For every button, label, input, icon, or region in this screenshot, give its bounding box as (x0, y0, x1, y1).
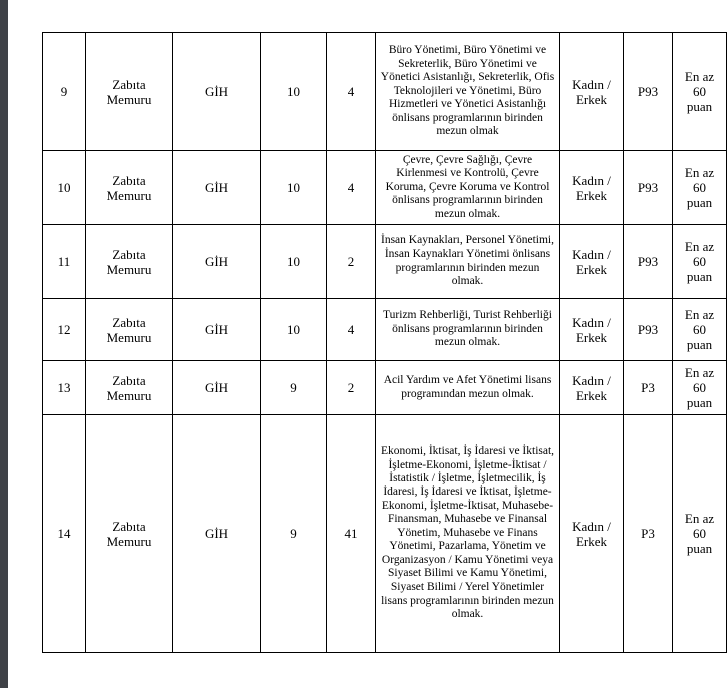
position-degree: 10 (261, 299, 327, 361)
position-title: Zabıta Memuru (86, 299, 173, 361)
minimum-score: En az 60 puan (673, 33, 727, 151)
position-degree: 10 (261, 151, 327, 225)
kpss-score-type: P3 (624, 361, 673, 415)
row-number: 12 (43, 299, 86, 361)
position-count: 2 (327, 361, 376, 415)
kpss-score-type: P93 (624, 225, 673, 299)
position-count: 4 (327, 33, 376, 151)
document-page (8, 0, 715, 688)
education-requirement: Acil Yardım ve Afet Yönetimi lisans programından mezun olmak. (376, 361, 560, 415)
position-title: Zabıta Memuru (86, 361, 173, 415)
position-title: Zabıta Memuru (86, 415, 173, 653)
minimum-score: En az 60 puan (673, 151, 727, 225)
education-requirement: Büro Yönetimi, Büro Yönetimi ve Sekreterlik, Büro Yönetimi ve Yönetici Asistanlığı, Sekreterlik, Ofis Teknolojileri ve Yönetimi, Büro Hizmetleri ve Yönetici Asistanlığı önlisans programlarının birinden mezun olmak (376, 33, 560, 151)
kpss-score-type: P93 (624, 151, 673, 225)
education-requirement: Çevre, Çevre Sağlığı, Çevre Kirlenmesi ve Kontrolü, Çevre Koruma, Çevre Koruma ve Kontrol önlisans programlarının birinden mezun olmak. (376, 151, 560, 225)
kpss-score-type: P3 (624, 415, 673, 653)
table-row (43, 299, 727, 361)
gender: Kadın / Erkek (560, 415, 624, 653)
gender: Kadın / Erkek (560, 225, 624, 299)
minimum-score: En az 60 puan (673, 415, 727, 653)
position-class: GİH (173, 225, 261, 299)
table-row (43, 415, 727, 653)
minimum-score: En az 60 puan (673, 361, 727, 415)
minimum-score: En az 60 puan (673, 225, 727, 299)
row-number: 13 (43, 361, 86, 415)
position-title: Zabıta Memuru (86, 151, 173, 225)
kpss-score-type: P93 (624, 299, 673, 361)
position-title: Zabıta Memuru (86, 225, 173, 299)
position-count: 2 (327, 225, 376, 299)
kpss-score-type: P93 (624, 33, 673, 151)
position-count: 4 (327, 299, 376, 361)
position-class: GİH (173, 415, 261, 653)
row-number: 9 (43, 33, 86, 151)
position-count: 41 (327, 415, 376, 653)
education-requirement: İnsan Kaynakları, Personel Yönetimi, İnsan Kaynakları Yönetimi önlisans programlarının birinden mezun olmak. (376, 225, 560, 299)
education-requirement: Turizm Rehberliği, Turist Rehberliği önlisans programlarının birinden mezun olmak. (376, 299, 560, 361)
position-degree: 10 (261, 225, 327, 299)
position-degree: 9 (261, 415, 327, 653)
position-degree: 9 (261, 361, 327, 415)
position-degree: 10 (261, 33, 327, 151)
minimum-score: En az 60 puan (673, 299, 727, 361)
row-number: 11 (43, 225, 86, 299)
position-class: GİH (173, 151, 261, 225)
gender: Kadın / Erkek (560, 33, 624, 151)
gender: Kadın / Erkek (560, 151, 624, 225)
row-number: 14 (43, 415, 86, 653)
table-row (43, 151, 727, 225)
table-row (43, 225, 727, 299)
position-count: 4 (327, 151, 376, 225)
position-class: GİH (173, 361, 261, 415)
table-row (43, 361, 727, 415)
position-class: GİH (173, 299, 261, 361)
table-row (43, 33, 727, 151)
row-number: 10 (43, 151, 86, 225)
education-requirement: Ekonomi, İktisat, İş İdaresi ve İktisat, İşletme-Ekonomi, İşletme-İktisat / İstatistik / İşletme, İşletmecilik, İş İdaresi, İş İdaresi ve İktisat, İşletme-Ekonomi, İşletme-İktisat, Muhasebe-Finansman, Muhasebe ve Finansal Yönetim, Muhasebe ve Finans Yönetimi, Pazarlama, Yönetim ve Organizasyon / Kamu Yönetimi veya Siyaset Bilimi ve Kamu Yönetimi, Siyaset Bilimi / Yerel Yönetimler lisans programlarının birinden mezun olmak. (376, 415, 560, 653)
gender: Kadın / Erkek (560, 361, 624, 415)
position-title: Zabıta Memuru (86, 33, 173, 151)
position-class: GİH (173, 33, 261, 151)
viewer-left-edge (0, 0, 8, 688)
gender: Kadın / Erkek (560, 299, 624, 361)
position-table (42, 32, 727, 653)
